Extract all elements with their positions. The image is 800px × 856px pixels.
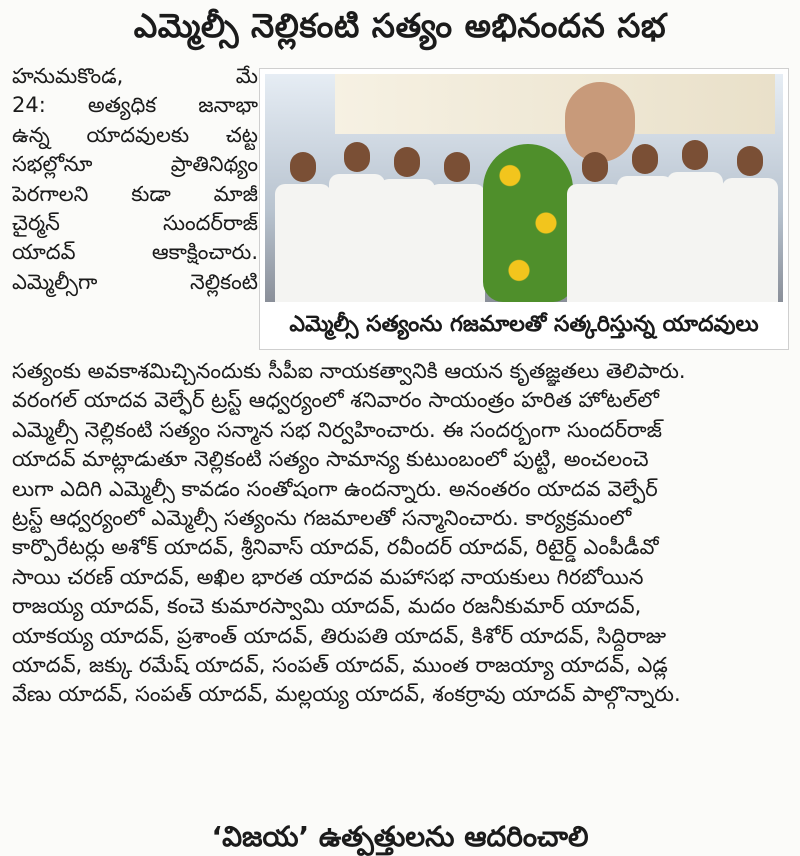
photo-banner bbox=[335, 74, 775, 134]
headline: ఎమ్మెల్సీ నెల్లికంటి సత్యం అభినందన సభ bbox=[133, 6, 667, 45]
body-line: యాదవ్ మాట్లాడుతూ నెల్లికంటి సత్యం సామాన్య కుటుంబంలో పుట్టి, అంచలంచె bbox=[12, 447, 649, 472]
left-line: యాదవ్ ఆకాక్షించారు. bbox=[12, 240, 258, 265]
news-photo bbox=[265, 74, 783, 302]
next-article-headline: ‘విజయ’ ఉత్పత్తులను ఆదరించాలి bbox=[211, 820, 589, 853]
left-line: చైర్మన్ సుందర్‌రాజ్ bbox=[12, 211, 258, 236]
left-line: పెరగాలని కుడా మాజీ bbox=[12, 181, 258, 206]
body-line: రాజయ్య యాదవ్, కంచె కుమారస్వామి యాదవ్, మదం రజనీకుమార్ యాదవ్, bbox=[12, 594, 642, 619]
body-line: సాయి చరణ్ యాదవ్, అఖిల భారత యాదవ మహాసభ నాయకులు గిరబోయిన bbox=[12, 564, 644, 589]
body-line: వేణు యాదవ్, సంపత్ యాదవ్, మల్లయ్య యాదవ్, శంకర్రావు యాదవ్ పాల్గొన్నారు. bbox=[12, 682, 681, 707]
body-line: యాదవ్, జక్కు రమేష్ యాదవ్, సంపత్ యాదవ్, ముంత రాజయ్యా యాదవ్, ఎడ్ల bbox=[12, 653, 668, 678]
photo-person bbox=[665, 140, 725, 302]
article-body bbox=[12, 357, 788, 710]
photo-person bbox=[720, 146, 780, 302]
left-column-text bbox=[12, 62, 258, 297]
body-line: సత్యంకు అవకాశమిచ్చినందుకు సీపీఐ నాయకత్వానికి ఆయన కృతజ్ఞతలు తెలిపారు. bbox=[12, 359, 686, 383]
photo-caption: ఎమ్మెల్సీ సత్యంను గజమాలతో సత్కరిస్తున్న యాదవులు bbox=[289, 312, 759, 337]
body-line: కార్పొరేటర్లు అశోక్ యాదవ్, శ్రీనివాస్ యాదవ్, రవీందర్ యాదవ్, రిటైర్డ్ ఎంపీడీవో bbox=[12, 535, 659, 560]
body-line: వరంగల్ యాదవ వెల్ఫేర్ ట్రస్ట్ ఆధ్వర్యంలో శనివారం సాయంత్రం హరిత హోటల్‌లో bbox=[12, 388, 660, 413]
body-line: యాకయ్య యాదవ్, ప్రశాంత్ యాదవ్, తిరుపతి యాదవ్, కిశోర్ యాదవ్, సిద్ధిరాజు bbox=[12, 623, 667, 648]
body-line: ట్రస్ట్ ఆధ్వర్యంలో ఎమ్మెల్సీ సత్యంను గజమాలతో సన్మానించారు. కార్యక్రమంలో bbox=[12, 506, 632, 531]
news-photo-frame bbox=[259, 68, 789, 350]
left-line: సభల్లోనూ ప్రాతినిథ్యం bbox=[12, 152, 258, 177]
left-line: 24: అత్యధిక జనాభా bbox=[12, 93, 258, 118]
body-line: లుగా ఎదిగి ఎమ్మెల్సీ కావడం సంతోషంగా ఉందన్నారు. అనంతరం యాదవ వెల్ఫేర్ bbox=[12, 476, 658, 501]
left-line: హనుమకొండ, మే bbox=[12, 64, 258, 88]
left-line: ఉన్న యాదవులకు చట్ట bbox=[12, 122, 258, 147]
left-line: ఎమ్మెల్సీగా నెల్లికంటి bbox=[12, 269, 258, 294]
photo-garland bbox=[483, 144, 573, 302]
photo-person bbox=[273, 152, 333, 302]
body-line: ఎమ్మెల్సీ నెల్లికంటి సత్యం సన్మాన సభ నిర్వహించారు. ఈ సందర్భంగా సుందర్‌రాజ్ bbox=[12, 417, 662, 442]
photo-person bbox=[427, 152, 487, 302]
